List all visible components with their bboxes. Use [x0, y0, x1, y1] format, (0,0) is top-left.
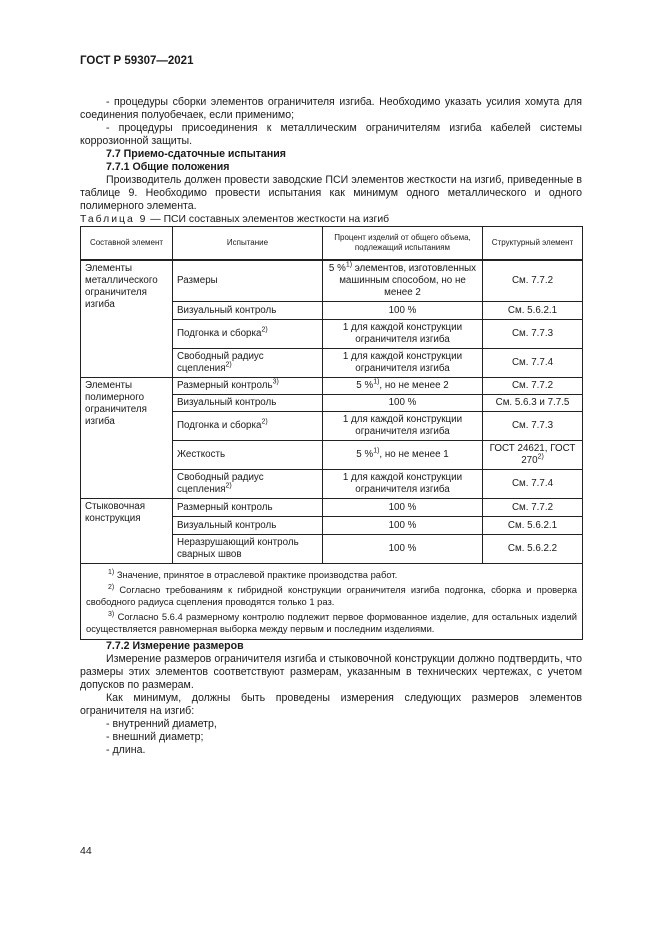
column-header: Составной элемент	[81, 227, 173, 261]
column-header: Испытание	[173, 227, 323, 261]
reference-cell: См. 5.6.2.1	[483, 517, 583, 535]
table-notes-row	[81, 564, 583, 640]
test-cell: Визуальный контроль	[173, 517, 323, 535]
column-header: Процент изделий от общего объема, подлежащий испытаниям	[323, 227, 483, 261]
test-cell: Размерный контроль	[173, 499, 323, 517]
intro-item: - процедуры сборки элементов ограничителя изгиба. Необходимо указать усилия хомута для соединения полуобечаек, если применимо;	[80, 96, 582, 121]
percent-cell: 5 %$^{1)}$ элементов, изготовленных машинным способом, но не менее 2	[323, 260, 483, 302]
percent-cell: 100 %	[323, 395, 483, 412]
subsection-heading: 7.7.1 Общие положения	[106, 161, 230, 173]
table-row	[81, 378, 583, 395]
element-cell: Элементы полимерного ограничителя изгиба	[81, 378, 173, 499]
percent-cell: 100 %	[323, 517, 483, 535]
percent-cell: 5 %$^{1)}$, но не менее 1	[323, 441, 483, 470]
reference-cell: См. 7.7.4	[483, 470, 583, 499]
percent-cell: 1 для каждой конструкции ограничителя изгиба	[323, 412, 483, 441]
element-cell: Стыковочная конструкция	[81, 499, 173, 564]
table-row	[81, 499, 583, 517]
paragraph: Как минимум, должны быть проведены измерения следующих размеров элементов ограничителя на изгиб:	[80, 692, 582, 717]
reference-cell: См. 5.6.2.2	[483, 535, 583, 564]
reference-cell: См. 7.7.2	[483, 499, 583, 517]
percent-cell: 100 %	[323, 535, 483, 564]
element-cell: Элементы металлического ограничителя изгиба	[81, 260, 173, 378]
column-header: Структурный элемент	[483, 227, 583, 261]
reference-cell: ГОСТ 24621, ГОСТ 270$^{2)}$	[483, 441, 583, 470]
reference-cell: См. 7.7.2	[483, 378, 583, 395]
percent-cell: 1 для каждой конструкции ограничителя изгиба	[323, 349, 483, 378]
test-cell: Подгонка и сборка$^{2)}$	[173, 412, 323, 441]
subsection-heading: 7.7.2 Измерение размеров	[106, 640, 244, 652]
table-row	[81, 260, 583, 302]
test-cell: Неразрушающий контроль сварных швов	[173, 535, 323, 564]
footnote: $^{3)}$ Согласно 5.6.4 размерному контролю подлежит первое формованное изделие, для остальных изделий осуществляется равномерная выборка между первым и последним изделиями.	[86, 610, 577, 634]
reference-cell: См. 7.7.4	[483, 349, 583, 378]
test-cell: Подгонка и сборка$^{2)}$	[173, 320, 323, 349]
reference-cell: См. 5.6.2.1	[483, 302, 583, 320]
table-caption: Таблица 9 — ПСИ составных элементов жесткости на изгиб	[80, 214, 390, 225]
test-cell: Свободный радиус сцепления$^{2)}$	[173, 470, 323, 499]
test-cell: Размерный контроль$^{3)}$	[173, 378, 323, 395]
percent-cell: 1 для каждой конструкции ограничителя изгиба	[323, 320, 483, 349]
list-item: - длина.	[106, 744, 146, 756]
footnote: $^{1)}$ Значение, принятое в отраслевой практике производства работ.	[108, 568, 398, 580]
test-cell: Размеры	[173, 260, 323, 302]
percent-cell: 100 %	[323, 499, 483, 517]
table-notes	[81, 564, 583, 640]
reference-cell: См. 7.7.3	[483, 412, 583, 441]
paragraph: Производитель должен провести заводские ПСИ элементов жесткости на изгиб, приведенные в таблице 9. Необходимо провести испытания как минимум одного металлического и одного полимерного элемента.	[80, 174, 582, 212]
test-cell: Жесткость	[173, 441, 323, 470]
test-cell: Визуальный контроль	[173, 395, 323, 412]
intro-item: - процедуры присоединения к металлическим ограничителям изгиба кабелей системы коррозионной защиты.	[80, 122, 582, 147]
section-heading: 7.7 Приемо-сдаточные испытания	[106, 148, 286, 160]
test-cell: Визуальный контроль	[173, 302, 323, 320]
percent-cell: 1 для каждой конструкции ограничителя изгиба	[323, 470, 483, 499]
reference-cell: См. 7.7.3	[483, 320, 583, 349]
document-header: ГОСТ Р 59307—2021	[80, 55, 194, 67]
reference-cell: См. 7.7.2	[483, 260, 583, 302]
table-header-row	[81, 227, 583, 261]
footnote: $^{2)}$ Согласно требованиям к гибридной конструкции ограничителя изгиба подгонка, сборка и проверка свободного радиуса сцепления проводятся только 1 раз.	[86, 583, 577, 607]
test-table	[80, 226, 583, 640]
paragraph: Измерение размеров ограничителя изгиба и стыковочной конструкции должно подтвердить, что размеры этих элементов соответствуют размерам, указанным в технических чертежах, с учетом допусков по размерам.	[80, 653, 582, 691]
percent-cell: 100 %	[323, 302, 483, 320]
list-item: - внутренний диаметр,	[106, 718, 217, 730]
list-item: - внешний диаметр;	[106, 731, 204, 743]
percent-cell: 5 %$^{1)}$, но не менее 2	[323, 378, 483, 395]
test-cell: Свободный радиус сцепления$^{2)}$	[173, 349, 323, 378]
reference-cell: См. 5.6.3 и 7.7.5	[483, 395, 583, 412]
page-body	[80, 96, 582, 757]
page-number: 44	[80, 845, 92, 857]
